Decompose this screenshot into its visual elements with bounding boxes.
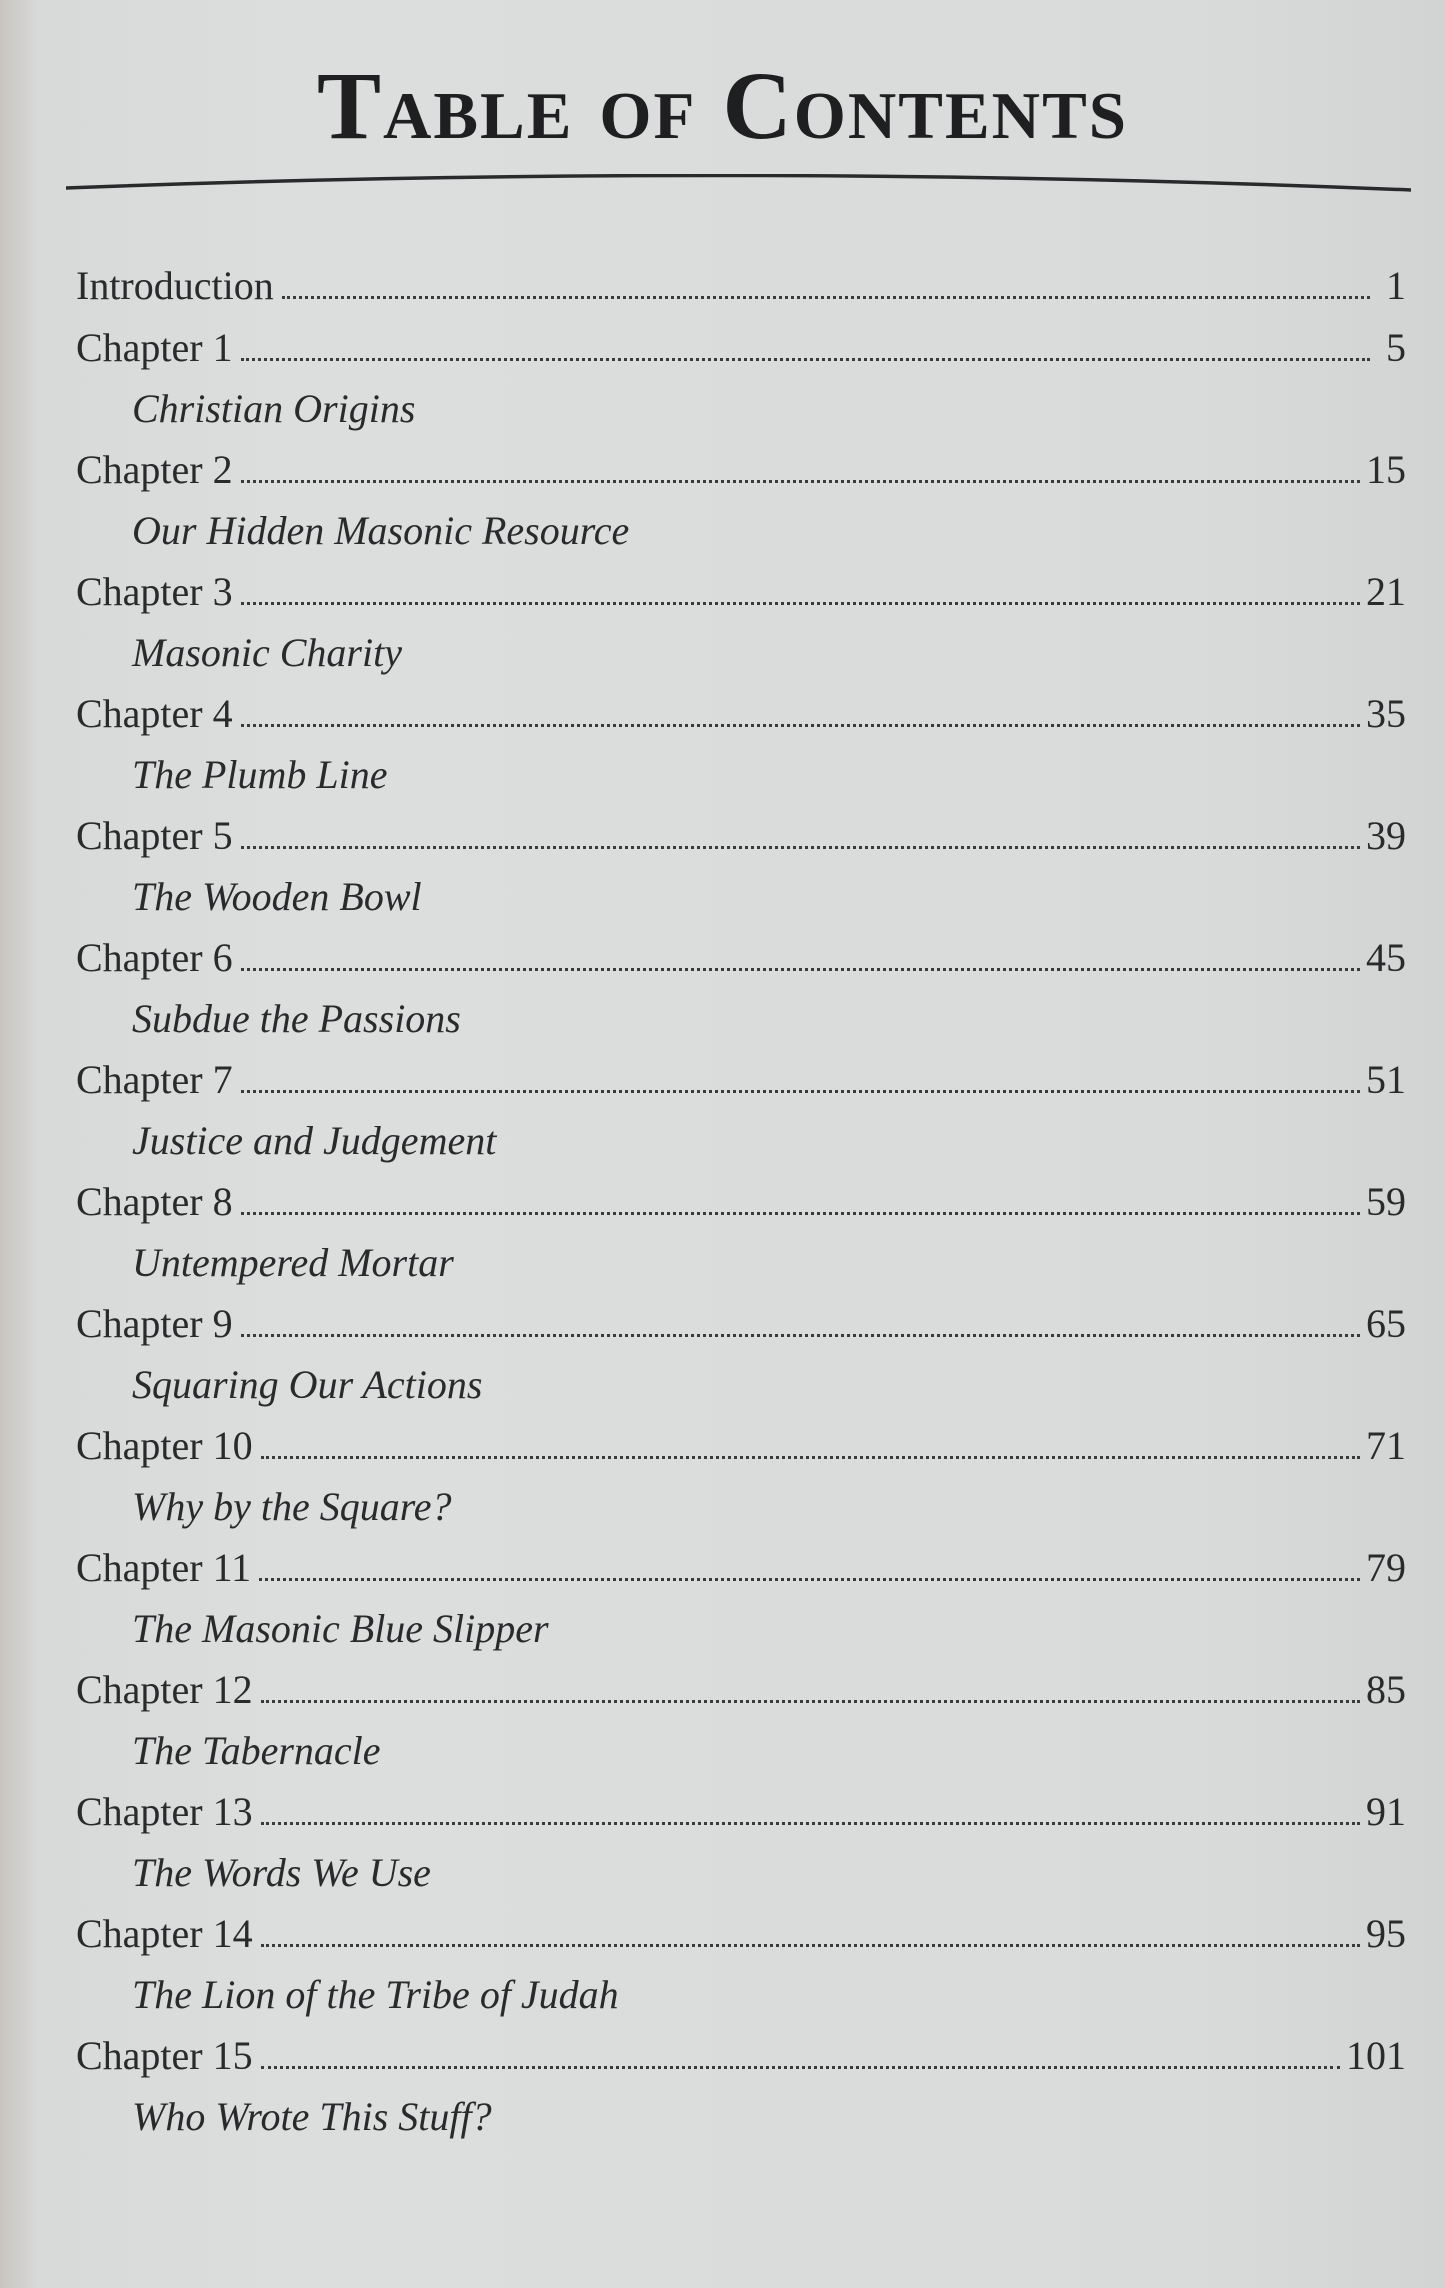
entry-page-number: 65	[1366, 1301, 1406, 1346]
leader-dots	[241, 1211, 1360, 1215]
entry-label: Introduction	[76, 263, 274, 308]
page-title: Table of Contents	[316, 52, 1129, 159]
entry-page-number: 101	[1346, 2033, 1406, 2078]
chapter-subtitle: The Plumb Line	[132, 752, 388, 797]
leader-dots	[259, 1577, 1360, 1581]
entry-label: Chapter 2	[76, 447, 233, 492]
entry-page-number: 1	[1386, 263, 1406, 308]
entry-page-number: 39	[1366, 813, 1406, 858]
chapter-subtitle: The Words We Use	[132, 1850, 431, 1895]
entry-label: Chapter 11	[76, 1545, 252, 1590]
toc-entry-chapter-5	[76, 805, 1406, 867]
entry-page-number: 51	[1366, 1057, 1406, 1102]
entry-page-number: 15	[1366, 447, 1406, 492]
toc-entry-chapter-6	[76, 927, 1406, 989]
entry-label: Chapter 6	[76, 935, 233, 980]
toc-entry-chapter-1	[76, 317, 1406, 379]
chapter-subtitle: Squaring Our Actions	[132, 1362, 483, 1407]
leader-dots	[261, 1699, 1360, 1703]
entry-label: Chapter 9	[76, 1301, 233, 1346]
chapter-subtitle: Untempered Mortar	[132, 1240, 454, 1285]
toc-entry-chapter-4	[76, 683, 1406, 745]
leader-dots	[282, 295, 1370, 299]
leader-dots	[261, 1821, 1360, 1825]
entry-label: Chapter 7	[76, 1057, 233, 1102]
entry-label: Chapter 14	[76, 1911, 253, 1956]
leader-dots	[241, 357, 1370, 361]
leader-dots	[241, 1089, 1360, 1093]
toc-entry-chapter-13	[76, 1781, 1406, 1843]
entry-page-number: 95	[1366, 1911, 1406, 1956]
entry-page-number: 91	[1366, 1789, 1406, 1834]
chapter-subtitle: Subdue the Passions	[132, 996, 461, 1041]
entry-page-number: 35	[1366, 691, 1406, 736]
leader-dots	[241, 479, 1360, 483]
entry-page-number: 59	[1366, 1179, 1406, 1224]
entry-label: Chapter 3	[76, 569, 233, 614]
entry-page-number: 21	[1366, 569, 1406, 614]
leader-dots	[241, 723, 1360, 727]
chapter-subtitle: The Masonic Blue Slipper	[132, 1606, 549, 1651]
toc-entry-chapter-9	[76, 1293, 1406, 1355]
entry-label: Chapter 13	[76, 1789, 253, 1834]
chapter-subtitle: Who Wrote This Stuff?	[132, 2094, 492, 2139]
toc-entry-introduction	[76, 255, 1406, 317]
chapter-subtitle: Justice and Judgement	[132, 1118, 497, 1163]
leader-dots	[261, 1943, 1360, 1947]
toc-entry-chapter-7	[76, 1049, 1406, 1111]
entry-page-number: 85	[1366, 1667, 1406, 1712]
chapter-subtitle: Masonic Charity	[132, 630, 402, 675]
toc-entry-chapter-14	[76, 1903, 1406, 1965]
chapter-subtitle: The Lion of the Tribe of Judah	[132, 1972, 619, 2017]
leader-dots	[241, 845, 1360, 849]
chapter-subtitle: Christian Origins	[132, 386, 416, 431]
toc-entry-chapter-11	[76, 1537, 1406, 1599]
leader-dots	[241, 601, 1360, 605]
toc-list	[76, 255, 1406, 2147]
leader-dots	[261, 2065, 1340, 2069]
title-underline	[66, 174, 1411, 214]
entry-page-number: 45	[1366, 935, 1406, 980]
entry-label: Chapter 10	[76, 1423, 253, 1468]
chapter-subtitle: Our Hidden Masonic Resource	[132, 508, 630, 553]
entry-label: Chapter 8	[76, 1179, 233, 1224]
toc-entry-chapter-8	[76, 1171, 1406, 1233]
toc-entry-chapter-15	[76, 2025, 1406, 2087]
entry-label: Chapter 5	[76, 813, 233, 858]
entry-label: Chapter 15	[76, 2033, 253, 2078]
entry-page-number: 5	[1386, 325, 1406, 370]
entry-page-number: 71	[1366, 1423, 1406, 1468]
leader-dots	[261, 1455, 1360, 1459]
chapter-subtitle: Why by the Square?	[132, 1484, 452, 1529]
entry-page-number: 79	[1366, 1545, 1406, 1590]
chapter-subtitle: The Tabernacle	[132, 1728, 381, 1773]
leader-dots	[241, 1333, 1360, 1337]
toc-entry-chapter-12	[76, 1659, 1406, 1721]
leader-dots	[241, 967, 1360, 971]
chapter-subtitle: The Wooden Bowl	[132, 874, 422, 919]
toc-entry-chapter-3	[76, 561, 1406, 623]
toc-entry-chapter-10	[76, 1415, 1406, 1477]
entry-label: Chapter 1	[76, 325, 233, 370]
toc-entry-chapter-2	[76, 439, 1406, 501]
entry-label: Chapter 12	[76, 1667, 253, 1712]
entry-label: Chapter 4	[76, 691, 233, 736]
